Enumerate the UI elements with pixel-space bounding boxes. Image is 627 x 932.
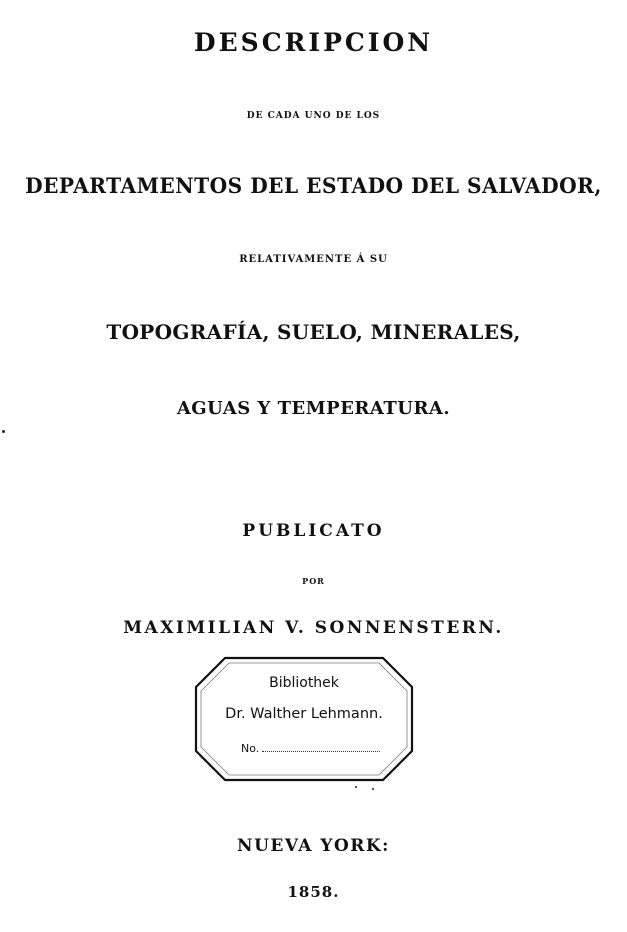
topics-line-2: AGUAS Y TEMPERATURA. xyxy=(176,398,451,419)
publication-city: NUEVA YORK: xyxy=(237,836,390,856)
relative-connector: RELATIVAMENTE Á SU xyxy=(239,254,388,265)
print-speck xyxy=(372,788,374,790)
topics-line-1: TOPOGRAFÍA, SUELO, MINERALES, xyxy=(106,320,521,344)
library-stamp xyxy=(193,655,415,783)
publication-year: 1858. xyxy=(287,883,340,901)
stamp-number-blank xyxy=(262,741,380,752)
departments-heading: DEPARTAMENTOS DEL ESTADO DEL SALVADOR, xyxy=(25,173,602,198)
stamp-library-label: Bibliothek xyxy=(269,675,339,691)
stamp-owner-name: Dr. Walther Lehmann. xyxy=(225,706,383,722)
print-speck xyxy=(355,786,357,788)
book-title: DESCRIPCION xyxy=(193,28,434,57)
subtitle-connector: DE CADA UNO DE LOS xyxy=(246,111,381,121)
published-label: PUBLICATO xyxy=(242,521,385,541)
por-connector: POR xyxy=(302,576,325,586)
stamp-number-label: No. xyxy=(241,742,260,755)
print-speck xyxy=(2,430,5,433)
author-name: MAXIMILIAN V. SONNENSTERN. xyxy=(123,618,504,638)
stamp-number-field xyxy=(241,741,380,755)
